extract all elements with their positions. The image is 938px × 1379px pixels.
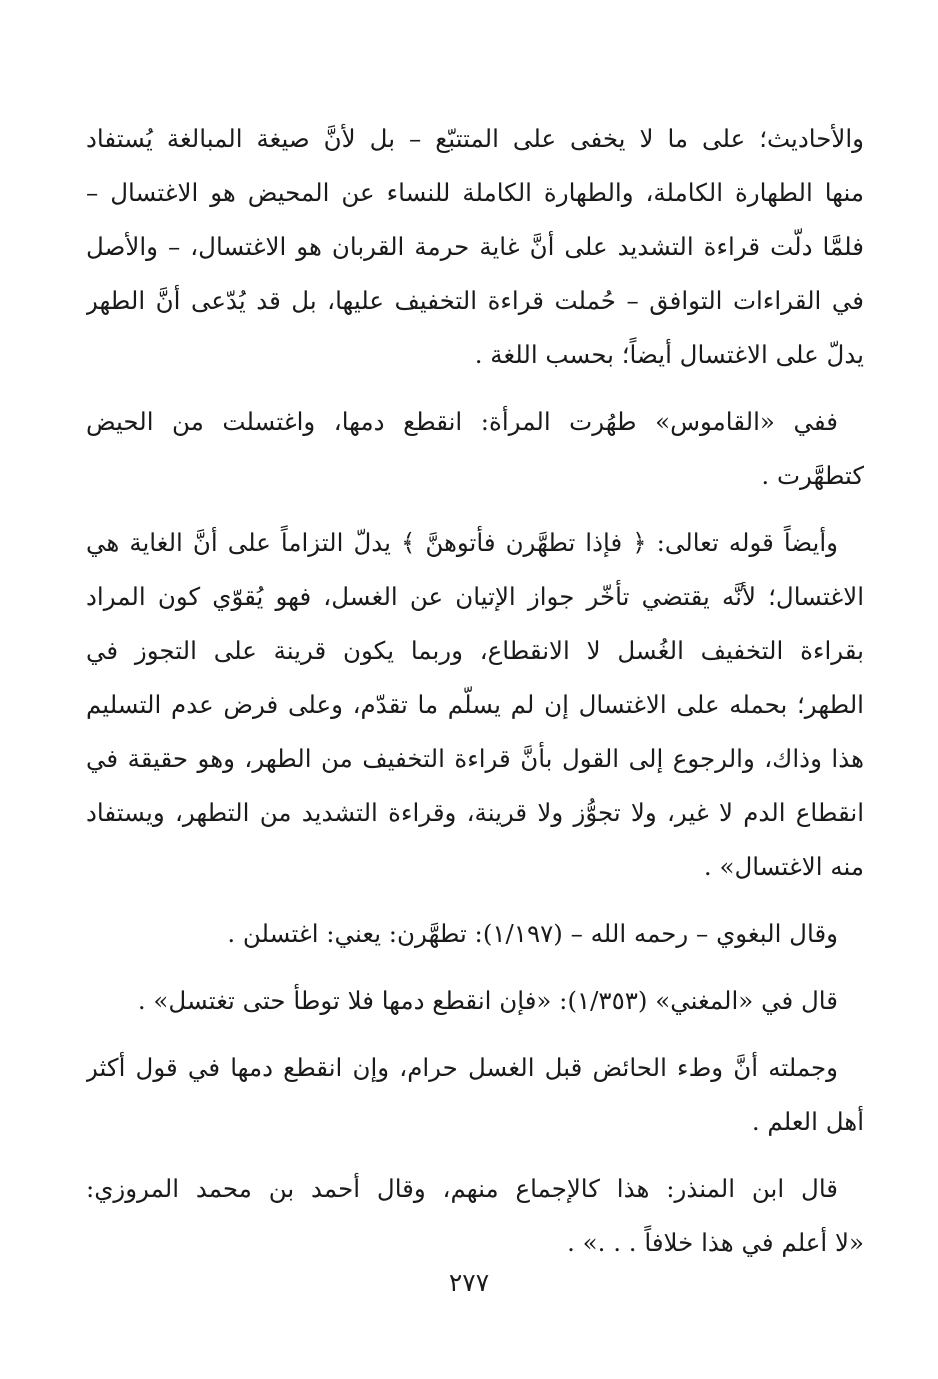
text-line: «لا أعلم في هذا خلافاً . . .» . (567, 1228, 864, 1257)
text-line: في القراءات التوافق – حُملت قراءة التخفيف عليها، بل قد يُدّعى أنَّ الطهر (86, 286, 864, 315)
text-line: كتطهَّرت . (761, 461, 864, 490)
page-body (86, 112, 864, 1270)
text-line: انقطاع الدم لا غير، ولا تجوُّز ولا قرينة، وقراءة التشديد من التطهر، ويستفاد (86, 798, 864, 827)
text-line: وأيضاً قوله تعالى: ﴿ فإذا تطهَّرن فأتوهنَّ ﴾ يدلّ التزاماً على أنَّ الغاية هي (86, 528, 838, 557)
text-line: يدلّ على الاغتسال أيضاً؛ بحسب اللغة . (474, 340, 864, 369)
paragraph-3 (86, 516, 864, 894)
paragraph-7 (86, 1162, 864, 1270)
text-line: والأحاديث؛ على ما لا يخفى على المتتبّع – بل لأنَّ صيغة المبالغة يُستفاد (86, 124, 864, 153)
paragraph-2 (86, 395, 864, 503)
text-line: قال في «المغني» (١/٣٥٣): «فإن انقطع دمها فلا توطأ حتى تغتسل» . (137, 986, 838, 1015)
text-line: بقراءة التخفيف الغُسل لا الانقطاع، وربما يكون قرينة على التجوز في (86, 636, 864, 665)
paragraph-5 (86, 974, 864, 1028)
paragraph-6 (86, 1041, 864, 1149)
text-line: منها الطهارة الكاملة، والطهارة الكاملة للنساء عن المحيض هو الاغتسال – (86, 178, 864, 207)
text-line: وقال البغوي – رحمه الله – (١/١٩٧): تطهَّرن: يعني: اغتسلن . (227, 919, 838, 948)
page-number: ٢٧٧ (448, 1268, 490, 1297)
text-line: ففي «القاموس» طهُرت المرأة: انقطع دمها، واغتسلت من الحيض (86, 407, 838, 436)
text-line: أهل العلم . (751, 1107, 864, 1136)
text-line: هذا وذاك، والرجوع إلى القول بأنَّ قراءة التخفيف من الطهر، وهو حقيقة في (86, 744, 864, 773)
text-line: قال ابن المنذر: هذا كالإجماع منهم، وقال أحمد بن محمد المروزي: (86, 1174, 838, 1203)
paragraph-4 (86, 907, 864, 961)
text-line: الاغتسال؛ لأنَّه يقتضي تأخّر جواز الإتيان عن الغسل، فهو يُقوّي كون المراد (86, 582, 864, 611)
text-line: وجملته أنَّ وطء الحائض قبل الغسل حرام، وإن انقطع دمها في قول أكثر (86, 1053, 838, 1082)
text-line: منه الاغتسال» . (703, 852, 864, 881)
paragraph-1 (86, 112, 864, 382)
text-line: الطهر؛ بحمله على الاغتسال إن لم يسلّم ما تقدّم، وعلى فرض عدم التسليم (86, 690, 864, 719)
text-line: فلمَّا دلّت قراءة التشديد على أنَّ غاية حرمة القربان هو الاغتسال، – والأصل (86, 232, 864, 261)
